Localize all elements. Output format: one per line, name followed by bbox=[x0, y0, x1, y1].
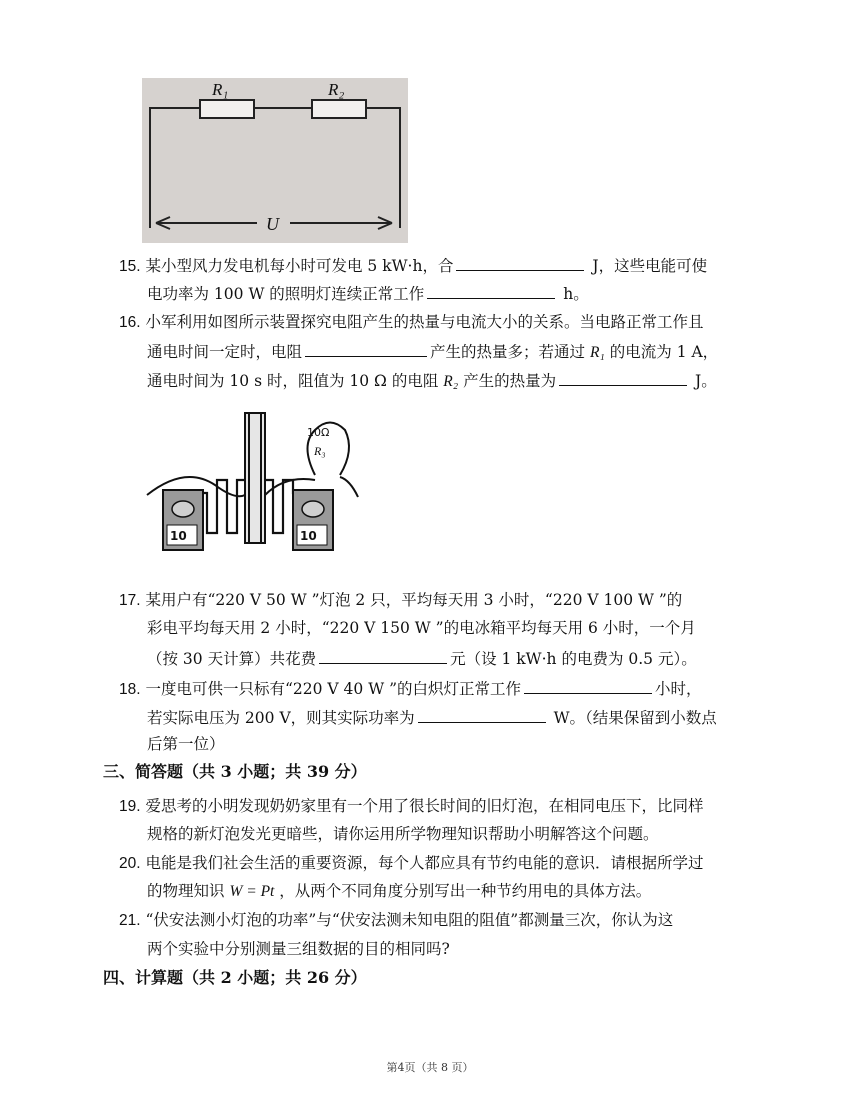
q17-line2: 彩电平均每天用 2 小时，“220 V 150 W ”的电冰箱平均每天用 6 小时，一个月 bbox=[147, 619, 696, 637]
q21-line2: 两个实验中分别测量三组数据的目的相同吗? bbox=[147, 940, 450, 958]
q15-blank-1[interactable] bbox=[456, 253, 584, 271]
section-4-heading: 四、计算题（共 2 小题；共 26 分） bbox=[103, 968, 367, 987]
left-container-label: 10 bbox=[170, 529, 187, 543]
q16-blank-1[interactable] bbox=[305, 339, 427, 357]
q16-blank-2[interactable] bbox=[559, 368, 687, 386]
r2-label: R₂ bbox=[328, 80, 345, 99]
q18-blank-1[interactable] bbox=[524, 676, 652, 694]
q15-blank-2[interactable] bbox=[427, 281, 555, 299]
u-label: U bbox=[266, 214, 279, 234]
heat-experiment-figure bbox=[145, 405, 360, 555]
series-circuit-figure bbox=[142, 78, 408, 243]
r3-label: R₃ bbox=[314, 444, 326, 458]
q20-line2: 的物理知识 W = Pt ，从两个不同角度分别写出一种节约用电的具体方法。 bbox=[147, 882, 652, 900]
q18-line3: 后第一位） bbox=[147, 735, 225, 753]
q15-line2: 电功率为 100 W 的照明灯连续正常工作 h。 bbox=[147, 281, 589, 305]
q17-line3: （按 30 天计算）共花费 元（设 1 kW·h 的电费为 0.5 元）。 bbox=[147, 646, 697, 670]
q16-line3: 通电时间为 10 s 时，阻值为 10 Ω 的电阻 R₂ 产生的热量为 J。 bbox=[147, 368, 717, 393]
q18-line2: 若实际电压为 200 V，则其实际功率为 W。（结果保留到小数点 bbox=[147, 705, 717, 729]
page-footer: 第4页（共 8 页） bbox=[386, 1061, 474, 1074]
right-container-label: 10 bbox=[300, 529, 317, 543]
q15-line1: 15. 某小型风力发电机每小时可发电 5 kW·h，合 J，这些电能可使 bbox=[119, 253, 707, 278]
q17-line1: 17. 某用户有“220 V 50 W ”灯泡 2 只，平均每天用 3 小时，“220 V 100 W ”的 bbox=[119, 591, 683, 609]
q18-blank-2[interactable] bbox=[418, 705, 546, 723]
q16-line1: 16. 小军利用如图所示装置探究电阻产生的热量与电流大小的关系。当电路正常工作且 bbox=[119, 313, 704, 331]
q20-line1: 20. 电能是我们社会生活的重要资源，每个人都应具有节约电能的意识．请根据所学过 bbox=[119, 854, 704, 872]
q19-line2: 规格的新灯泡发光更暗些，请你运用所学物理知识帮助小明解答这个问题。 bbox=[147, 825, 659, 843]
q19-line1: 19. 爱思考的小明发现奶奶家里有一个用了很长时间的旧灯泡，在相同电压下，比同样 bbox=[119, 797, 704, 815]
q21-line1: 21. “伏安法测小灯泡的功率”与“伏安法测未知电阻的阻值”都测量三次，你认为这 bbox=[119, 911, 674, 929]
ohm-label: 10Ω bbox=[307, 426, 330, 439]
r1-label: R₁ bbox=[212, 80, 229, 99]
section-3-heading: 三、简答题（共 3 小题；共 39 分） bbox=[103, 762, 367, 781]
q17-blank-1[interactable] bbox=[319, 646, 447, 664]
q16-line2: 通电时间一定时，电阻 产生的热量多；若通过 R₁ 的电流为 1 A， bbox=[147, 339, 718, 364]
q18-line1: 18. 一度电可供一只标有“220 V 40 W ”的白炽灯正常工作 小时， bbox=[119, 676, 702, 701]
